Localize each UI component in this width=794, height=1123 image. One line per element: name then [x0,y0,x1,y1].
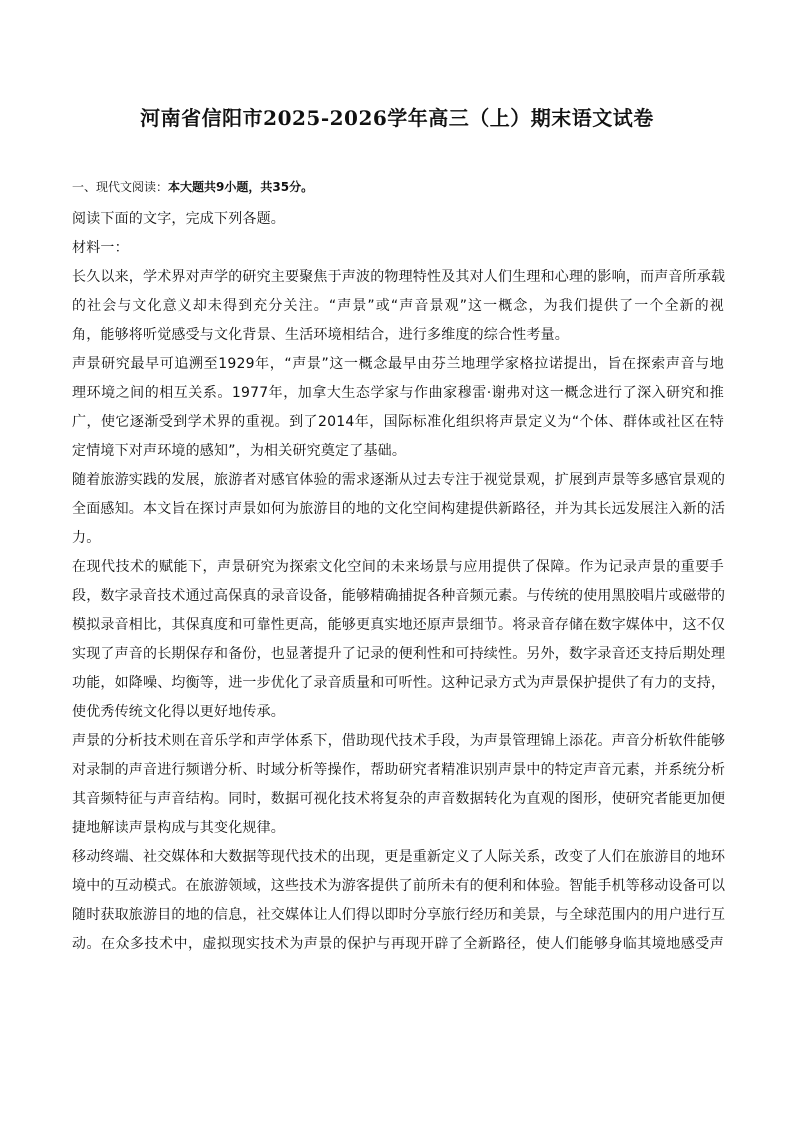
text-line: 广，使它逐渐受到学术界的重视。到了2014年，国际标准化组织将声景定义为“个体、群体或社区在特 [72,414,724,430]
text-line: 力。 [72,530,101,546]
exam-title: 河南省信阳市2025-2026学年高三（上）期末语文试卷 [140,106,654,130]
text-line: 全面感知。本文旨在探讨声景如何为旅游目的地的文化空间构建提供新路径，并为其长远发展注入新的活 [72,501,726,517]
text-line: 捷地解读声景构成与其变化规律。 [72,820,285,836]
document-body [72,176,724,959]
text-line: 境中的互动模式。在旅游领域，这些技术为游客提供了前所未有的便利和体验。智能手机等移动设备可以 [72,878,726,894]
text-line: 角，能够将听觉感受与文化背景、生活环境相结合，进行多维度的综合性考量。 [72,327,569,343]
text-line: 段，数字录音技术通过高保真的录音设备，能够精确捕捉各种音频元素。与传统的使用黑胶唱片或磁带的 [72,588,726,604]
text-line: 模拟录音相比，其保真度和可靠性更高，能够更真实地还原声景细节。将录音存储在数字媒体中，这不仅 [72,617,726,633]
text-line: 移动终端、社交媒体和大数据等现代技术的出现，更是重新定义了人际关系，改变了人们在旅游目的地环 [72,849,726,865]
section-heading-detail: 本大题共9小题，共35分。 [168,180,314,194]
text-lines [72,205,724,959]
text-line: 声景的分析技术则在音乐学和声学体系下，借助现代技术手段，为声景管理锦上添花。声音分析软件能够 [72,733,726,749]
text-line: 动。在众多技术中，虚拟现实技术为声景的保护与再现开辟了全新路径，使人们能够身临其境地感受声 [72,936,724,952]
text-line: 阅读下面的文字，完成下列各题。 [72,211,285,227]
text-line: 功能，如降噪、均衡等，进一步优化了录音质量和可听性。这种记录方式为声景保护提供了有力的支持， [72,675,726,691]
section-heading [72,176,724,198]
text-line: 长久以来，学术界对声学的研究主要聚焦于声波的物理特性及其对人们生理和心理的影响，而声音所承载 [72,269,726,285]
text-line: 对录制的声音进行频谱分析、时域分析等操作，帮助研究者精准识别声景中的特定声音元素，并系统分析 [72,762,726,778]
text-line: 定情境下对声环境的感知”，为相关研究奠定了基础。 [72,443,407,459]
text-line: 实现了声音的长期保存和备份，也显著提升了记录的便利性和可持续性。另外，数字录音还支持后期处理 [72,646,726,662]
text-line: 在现代技术的赋能下，声景研究为探索文化空间的未来场景与应用提供了保障。作为记录声景的重要手 [72,559,724,575]
text-line: 声景研究最早可追溯至1929年，“声景”这一概念最早由芬兰地理学家格拉诺提出，旨在探索声音与地 [72,356,724,372]
section-heading-prefix: 一、现代文阅读： [72,180,169,194]
text-line: 使优秀传统文化得以更好地传承。 [72,704,285,720]
text-line: 的社会与文化意义却未得到充分关注。“声景”或“声音景观”这一概念，为我们提供了一个全新的视 [72,298,724,314]
text-line: 随时获取旅游目的地的信息，社交媒体让人们得以即时分享旅行经历和美景，与全球范围内的用户进行互 [72,907,726,923]
text-line: 随着旅游实践的发展，旅游者对感官体验的需求逐渐从过去专注于视觉景观，扩展到声景等多感官景观的 [72,472,726,488]
text-line: 其音频特征与声音结构。同时，数据可视化技术将复杂的声音数据转化为直观的图形，使研究者能更加便 [72,791,726,807]
text-line: 材料一： [72,240,129,256]
text-line: 理环境之间的相互关系。1977年，加拿大生态学家与作曲家穆雷·谢弗对这一概念进行了深入研究和推 [72,385,724,401]
